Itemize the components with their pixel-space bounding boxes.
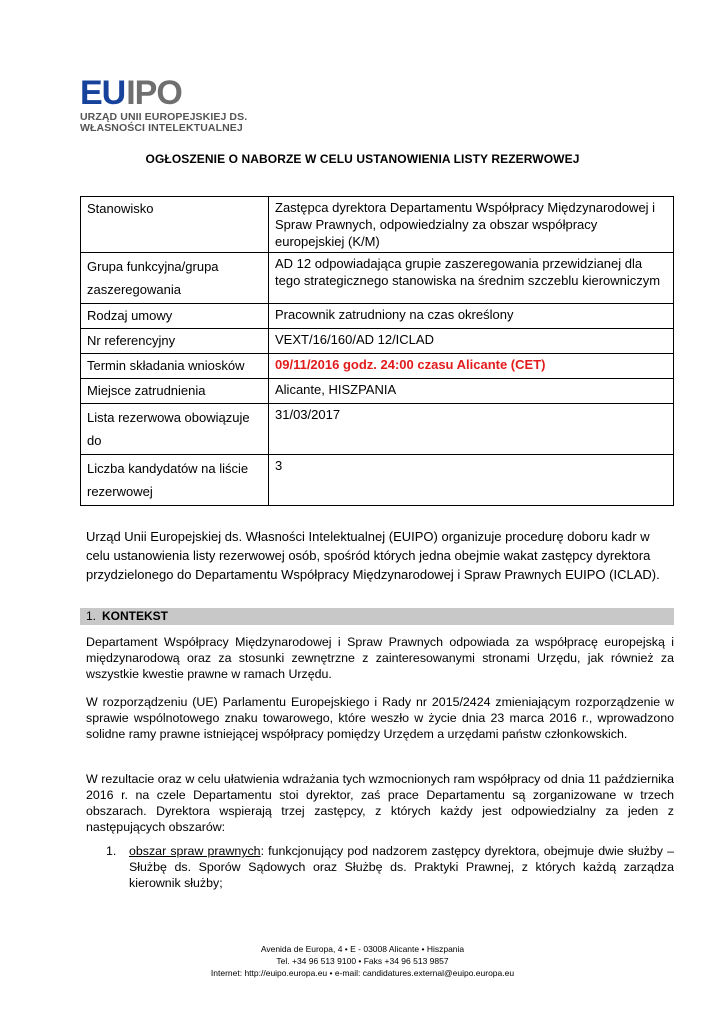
intro-paragraph: Urząd Unii Europejskiej ds. Własności Intelektualnej (EUIPO) organizuje procedurę doboru kadr w celu ustanowienia listy rezerwowej osób, spośród których jedna obejmie wakat zastępcy dyrektora przydzielonego do Departamentu Współpracy Międzynarodowej i Spraw Prawnych EUIPO (ICLAD).	[86, 529, 660, 582]
table-row	[81, 354, 674, 379]
table-row	[81, 304, 674, 329]
row-value: Zastępca dyrektora Departamentu Współpracy Międzynarodowej i Spraw Prawnych, odpowiedzialny za obszar współpracy europejskiej (K/M)	[269, 197, 674, 253]
paragraph: Departament Współpracy Międzynarodowej i Spraw Prawnych odpowiada za współpracę europejską i międzynarodową oraz za stosunki zewnętrzne z zainteresowanymi stronami Urzędu, jak również za wszystkie kwestie prawne w ramach Urzędu.	[86, 635, 674, 681]
logo-ipo: IPO	[126, 74, 182, 112]
row-key: Nr referencyjny	[81, 329, 269, 354]
section-title: KONTEKST	[102, 609, 169, 623]
logo-subtitle-line1: URZĄD UNII EUROPEJSKIEJ DS.	[80, 111, 248, 123]
footer-address: Avenida de Europa, 4 • E - 03008 Alicante • Hiszpania	[260, 944, 465, 954]
footer-contact: Internet: http://euipo.europa.eu • e-mail: candidatures.external@euipo.europa.eu	[210, 968, 515, 978]
row-value: Pracownik zatrudniony na czas określony	[269, 304, 674, 329]
logo-eu: EU	[80, 74, 126, 112]
list-term: obszar spraw prawnych	[129, 844, 261, 858]
paragraph: W rozporządzeniu (UE) Parlamentu Europejskiego i Rady nr 2015/2424 zmieniającym rozporządzenie w sprawie wspólnotowego znaku towarowego, które weszło w życie dnia 23 marca 2016 r., wprowadzono solidne ramy prawne istniejącej współpracy pomiędzy Urzędem a urzędami państw członkowskich.	[86, 695, 674, 741]
euipo-logo	[80, 74, 248, 134]
list-item	[106, 843, 674, 891]
deadline-value: 09/11/2016 godz. 24:00 czasu Alicante (CET)	[269, 354, 674, 379]
section-number: 1.	[86, 609, 97, 623]
footer-phone: Tel. +34 96 513 9100 • Faks +34 96 513 9857	[276, 956, 449, 966]
table-row	[81, 404, 674, 455]
logo-subtitle-line2: WŁASNOŚCI INTELEKTUALNEJ	[80, 122, 243, 134]
row-key: Stanowisko	[81, 197, 269, 253]
list-number: 1.	[106, 844, 117, 858]
row-value: AD 12 odpowiadająca grupie zaszeregowania przewidzianej dla tego strategicznego stanowiska na średnim szczeblu kierowniczym	[269, 253, 674, 304]
table-row	[81, 379, 674, 404]
table-row	[81, 455, 674, 506]
section-heading	[80, 608, 674, 625]
list-text	[129, 843, 674, 891]
row-key: Liczba kandydatów na liście rezerwowej	[81, 455, 269, 506]
row-value: Alicante, HISZPANIA	[269, 379, 674, 404]
table-row	[81, 253, 674, 304]
list-rest: : funkcjonujący pod nadzorem zastępcy dyrektora, obejmuje dwie służby – Służbę ds. Sporów Sądowych oraz Służbę ds. Praktyki Prawnej, z których każdą zarządza kierownik służby;	[129, 844, 674, 890]
row-value: VEXT/16/160/AD 12/ICLAD	[269, 329, 674, 354]
footer	[0, 943, 725, 979]
row-value: 3	[269, 455, 674, 506]
row-key: Lista rezerwowa obowiązuje do	[81, 404, 269, 455]
paragraph: W rezultacie oraz w celu ułatwienia wdrażania tych wzmocnionych ram współpracy od dnia 11 października 2016 r. na czele Departamentu stoi dyrektor, zaś prace Departamentu są zorganizowane w trzech obszarach. Dyrektora wspierają trzej zastępcy, z których każdy jest odpowiedzialny za jeden z następujących obszarów:	[86, 772, 674, 834]
logo-mark	[80, 74, 247, 112]
logo-subtitle	[80, 112, 247, 134]
row-value: 31/03/2017	[269, 404, 674, 455]
vacancy-info-table	[80, 196, 674, 506]
page-title: OGŁOSZENIE O NABORZE W CELU USTANOWIENIA LISTY REZERWOWEJ	[145, 152, 580, 166]
row-key: Termin składania wniosków	[81, 354, 269, 379]
table-row	[81, 329, 674, 354]
table-row	[81, 197, 674, 253]
row-key: Rodzaj umowy	[81, 304, 269, 329]
row-key: Miejsce zatrudnienia	[81, 379, 269, 404]
row-key: Grupa funkcyjna/grupa zaszeregowania	[81, 253, 269, 304]
